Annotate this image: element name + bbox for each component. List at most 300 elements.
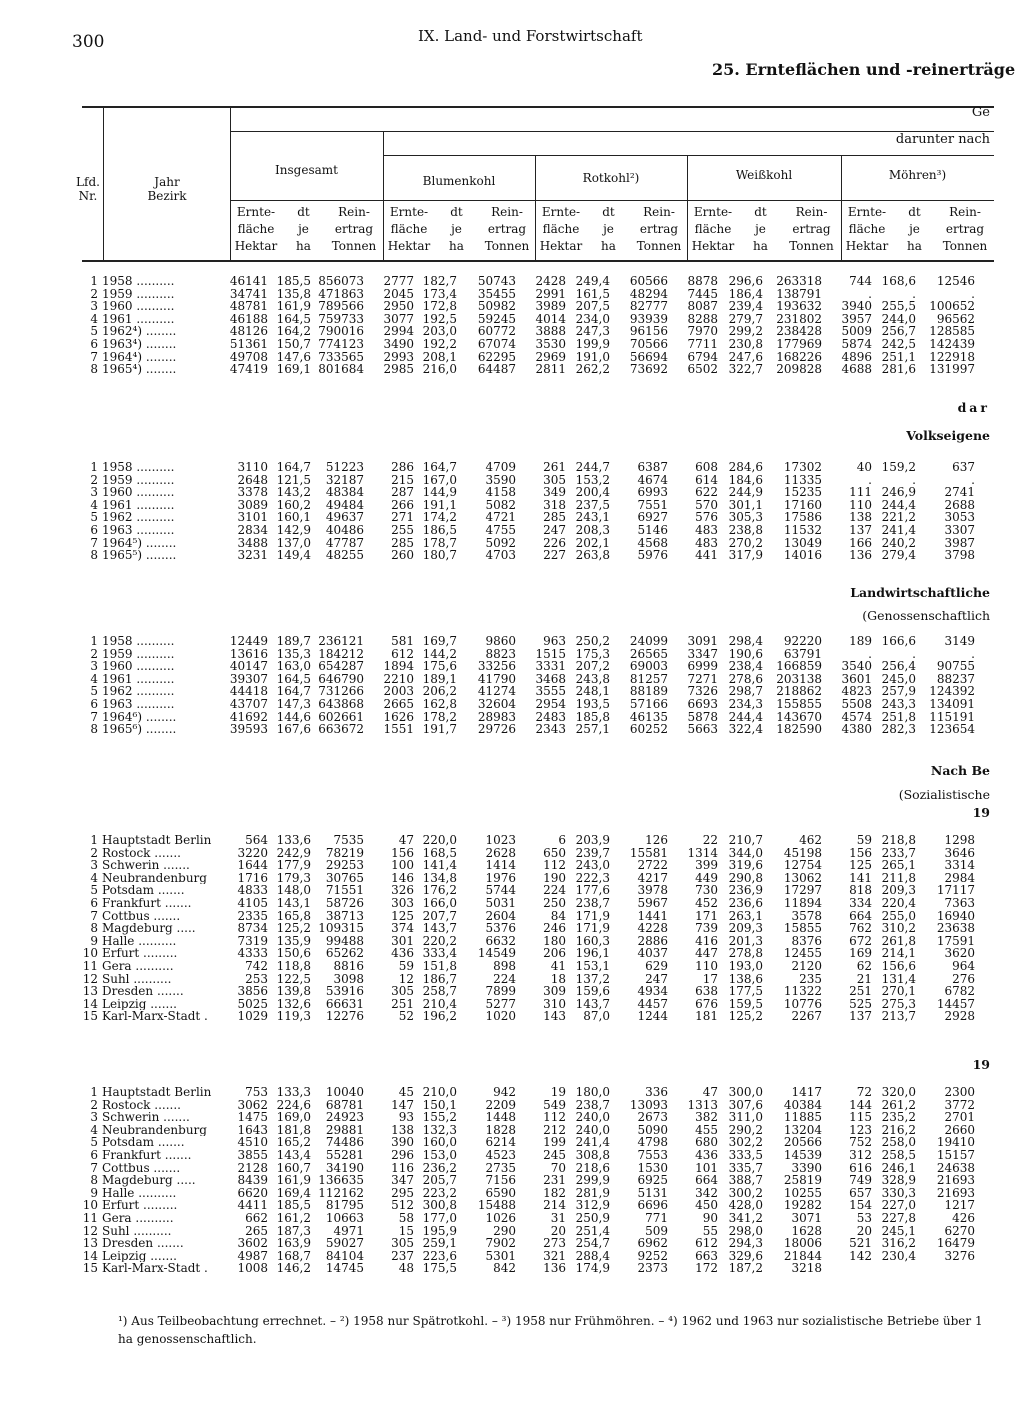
table-cell: 255,5 (881, 300, 916, 313)
table-cell: 7970 (687, 325, 718, 338)
table-cell: 637 (952, 461, 975, 474)
table-cell: 40147 (229, 660, 268, 673)
table-cell: 133,6 (276, 834, 311, 847)
row-number: 5 (90, 511, 98, 524)
table-cell: 126 (645, 834, 668, 847)
table-cell: 200,4 (575, 486, 610, 499)
table-title: 25. Ernteflächen und -reinerträge (712, 60, 1016, 79)
table-cell: 3077 (383, 312, 414, 326)
table-cell: 58 (398, 1211, 414, 1225)
table-cell: 663672 (318, 723, 364, 736)
table-cell: 220,4 (881, 896, 916, 910)
table-cell: 258,5 (881, 1148, 916, 1162)
table-cell: 2777 (383, 275, 414, 288)
table-cell: 390 (391, 1136, 414, 1149)
table-cell: 160,2 (276, 498, 311, 512)
table-cell: 238,4 (728, 660, 763, 673)
subheader-dt-4: dt je ha (907, 205, 922, 253)
table-cell: 51361 (229, 337, 268, 351)
table-cell (875, 1262, 919, 1275)
table-cell: 244,7 (575, 461, 610, 474)
table-cell: 6620 (237, 1186, 268, 1200)
table-cell: 185,8 (575, 710, 610, 724)
table-cell: 8439 (237, 1174, 268, 1187)
row-number: 9 (90, 934, 98, 948)
table-row (72, 1149, 978, 1162)
table-cell (919, 1262, 978, 1275)
table-cell: 6632 (485, 934, 516, 948)
row-label: Gera .......... (102, 1211, 174, 1225)
table-cell: 4014 (535, 312, 566, 326)
table-cell: 564 (245, 834, 268, 847)
table-cell: 154 (849, 1199, 872, 1212)
table-cell: 38713 (325, 909, 364, 923)
table-cell: 119,3 (276, 1010, 311, 1023)
table-cell: 11322 (783, 985, 822, 998)
table-cell: 161,9 (276, 1174, 311, 1187)
table-cell: 255,0 (881, 909, 916, 923)
table-row (72, 1086, 978, 1099)
table-cell: . (868, 473, 872, 487)
table-cell: 132,3 (422, 1123, 457, 1137)
table-cell: 7445 (687, 287, 718, 301)
table-cell: 3307 (944, 523, 975, 537)
table-cell: 161,5 (575, 287, 610, 301)
row-number: 11 (82, 959, 98, 973)
table-cell: 3347 (687, 647, 718, 661)
table-cell: 189,1 (422, 672, 457, 686)
table-cell: 7271 (687, 672, 718, 686)
table-cell: 3331 (535, 660, 566, 673)
table-cell: 175,5 (422, 1262, 457, 1275)
table-cell: 6270 (944, 1224, 975, 1238)
table-cell: 16479 (936, 1237, 975, 1250)
table-cell: 302,2 (728, 1136, 763, 1149)
table-cell: 209,3 (881, 884, 916, 897)
subheader-flaeche-1: Ernte- fläche Hektar (387, 205, 431, 253)
table-cell: 55281 (325, 1148, 364, 1162)
row-label: 1963⁴) ........ (102, 337, 177, 351)
table-cell: 125,2 (728, 1010, 763, 1023)
table-row (72, 935, 978, 948)
table-cell: 1029 (237, 1010, 268, 1023)
subheader-rein-1: Rein- ertrag Tonnen (484, 205, 530, 253)
table-cell: 177,6 (575, 884, 610, 897)
table-cell: 5009 (841, 325, 872, 338)
table-row (72, 461, 978, 474)
table-cell: 207,2 (575, 660, 610, 673)
table-cell: 21693 (936, 1174, 975, 1187)
table-cell: 10663 (325, 1211, 364, 1225)
table-cell: 218,6 (575, 1161, 610, 1175)
table-cell: 236,6 (728, 896, 763, 910)
table-cell: 180,0 (575, 1086, 610, 1099)
table-cell: 11885 (783, 1111, 822, 1124)
table-cell: 59245 (477, 312, 516, 326)
table-cell: 218,8 (881, 834, 916, 847)
row-number: 3 (90, 859, 98, 872)
table-cell: 258,0 (881, 1136, 916, 1149)
table-cell: 150,7 (276, 337, 311, 351)
table-cell: 271 (391, 511, 414, 524)
table-row (72, 549, 978, 562)
table-cell: 1414 (485, 859, 516, 872)
table-cell: 134091 (929, 697, 975, 711)
table-cell: 56694 (629, 350, 668, 364)
row-number: 8 (90, 1174, 98, 1187)
table-cell: 99488 (325, 934, 364, 948)
table-cell: 168226 (776, 350, 822, 364)
row-label: Schwerin ....... (102, 859, 190, 872)
row-number: 4 (90, 871, 98, 885)
row-label: Leipzig ....... (102, 997, 177, 1011)
table-cell: 426 (952, 1211, 975, 1225)
table-cell: 49637 (325, 511, 364, 524)
table-cell: 5025 (237, 997, 268, 1011)
row-number: 6 (90, 697, 98, 711)
table-row (72, 897, 978, 910)
table-cell: 4228 (637, 922, 668, 935)
table-cell: 238,7 (575, 1098, 610, 1112)
table-cell: 18006 (783, 1237, 822, 1250)
table-cell: 436 (391, 947, 414, 960)
table-cell: 676 (695, 997, 718, 1011)
table-cell: 231 (543, 1174, 566, 1187)
table-cell: 25819 (783, 1174, 822, 1187)
table-cell: 24638 (936, 1161, 975, 1175)
table-cell: 17117 (936, 884, 975, 897)
table-cell: 3940 (841, 300, 872, 313)
table-cell: 4510 (237, 1136, 268, 1149)
row-number: 3 (90, 300, 98, 313)
table-cell: 399 (695, 859, 718, 872)
row-label: 1961 .......... (102, 498, 175, 512)
table-cell: 191,1 (422, 498, 457, 512)
table-cell: 629 (645, 959, 668, 973)
table-cell: 112 (543, 859, 566, 872)
table-cell: 136635 (318, 1174, 364, 1187)
row-label: Rostock ....... (102, 846, 181, 860)
table-cell: 335,7 (728, 1161, 763, 1175)
table-cell: 171,9 (575, 909, 610, 923)
table-cell: 208,1 (422, 350, 457, 364)
table-cell: 66631 (325, 997, 364, 1011)
table-cell: 21 (856, 972, 872, 986)
row-number: 4 (90, 498, 98, 512)
table-cell: 3989 (535, 300, 566, 313)
table-cell: 60566 (629, 275, 668, 288)
table-cell: 374 (391, 922, 414, 935)
table-cell: 330,3 (881, 1186, 916, 1200)
table-cell: 155,2 (422, 1111, 457, 1124)
table-cell: 243,3 (881, 697, 916, 711)
table-cell: 657 (849, 1186, 872, 1200)
table-row (72, 685, 978, 698)
table-cell: 10255 (783, 1186, 822, 1200)
table-cell: 67074 (477, 337, 516, 351)
table-cell: 12 (398, 972, 414, 986)
table-row (72, 1099, 978, 1112)
table-cell: 6387 (637, 461, 668, 474)
table-cell: 210,0 (422, 1086, 457, 1099)
table-cell: 34741 (229, 287, 268, 301)
table-cell: 135,8 (276, 287, 311, 301)
row-number: 9 (90, 1186, 98, 1200)
row-number: 10 (82, 947, 98, 960)
table-cell: 10776 (783, 997, 822, 1011)
data-table-volkseigene (72, 461, 978, 562)
table-cell: 290,8 (728, 871, 763, 885)
table-cell: 206 (543, 947, 566, 960)
table-cell: 139,8 (276, 985, 311, 998)
table-cell: 278,6 (728, 672, 763, 686)
table-cell: 238,8 (728, 523, 763, 537)
table-cell: 88189 (629, 685, 668, 698)
table-cell: 654287 (318, 660, 364, 673)
table-cell: 6927 (637, 511, 668, 524)
table-cell: 181,8 (276, 1123, 311, 1137)
row-label: Hauptstadt Berlin (102, 1086, 212, 1099)
table-cell: 224,6 (276, 1098, 311, 1112)
table-cell: 247,3 (575, 325, 610, 338)
table-cell: 156 (849, 846, 872, 860)
table-row (72, 922, 978, 935)
table-cell: 14457 (936, 997, 975, 1011)
table-cell: 5090 (637, 1123, 668, 1137)
table-cell: 749 (849, 1174, 872, 1187)
page-number: 300 (72, 32, 105, 52)
table-cell: 227 (543, 549, 566, 562)
table-cell: 82777 (629, 300, 668, 313)
table-cell: 142439 (929, 337, 975, 351)
table-cell: 255 (391, 523, 414, 537)
table-cell: 298,0 (728, 1224, 763, 1238)
row-label: Potsdam ....... (102, 1136, 185, 1149)
table-cell: 6999 (687, 660, 718, 673)
row-number: 3 (90, 1111, 98, 1124)
table-cell: 3555 (535, 685, 566, 698)
table-cell: 731266 (318, 685, 364, 698)
table-cell: 2128 (237, 1161, 268, 1175)
table-cell: 305 (391, 985, 414, 998)
table-row (72, 698, 978, 711)
table-cell: 762 (849, 922, 872, 935)
table-cell: 4934 (637, 985, 668, 998)
table-cell: 15 (398, 1224, 414, 1238)
table-cell: 262,2 (575, 363, 610, 376)
table-cell: 471863 (318, 287, 364, 301)
table-cell: 109315 (318, 922, 364, 935)
table-cell: 290,2 (728, 1123, 763, 1137)
table-cell: 147,6 (276, 350, 311, 364)
table-cell: 178,7 (422, 536, 457, 550)
table-cell: 69003 (629, 660, 668, 673)
table-cell: 21693 (936, 1186, 975, 1200)
table-cell: 441 (695, 549, 718, 562)
table-cell: . (868, 647, 872, 661)
table-cell: 1448 (485, 1111, 516, 1124)
table-cell: 2209 (485, 1098, 516, 1112)
row-number: 2 (90, 647, 98, 661)
row-label: Halle .......... (102, 1186, 177, 1200)
table-cell: 60772 (477, 325, 516, 338)
row-label: Karl-Marx-Stadt . (102, 1262, 208, 1275)
table-cell: 3098 (333, 972, 364, 986)
table-cell: 166,6 (881, 635, 916, 648)
table-cell: 40486 (325, 523, 364, 537)
table-cell: 279,4 (881, 549, 916, 562)
table-cell: 742 (245, 959, 268, 973)
table-cell: 48781 (229, 300, 268, 313)
table-cell: 155855 (776, 697, 822, 711)
row-label: 1958 .......... (102, 461, 175, 474)
table-cell: 15157 (936, 1148, 975, 1162)
table-cell: 100 (391, 859, 414, 872)
table-cell: 233,7 (881, 846, 916, 860)
table-cell: 160,1 (276, 511, 311, 524)
table-cell: 78219 (325, 846, 364, 860)
table-cell: 20 (550, 1224, 566, 1238)
table-cell: 3590 (485, 473, 516, 487)
table-cell: 235,2 (881, 1111, 916, 1124)
table-cell: 186,5 (422, 523, 457, 537)
table-cell: 238428 (776, 325, 822, 338)
table-cell: 3888 (535, 325, 566, 338)
row-number: 1 (90, 635, 98, 648)
table-cell: 122,5 (276, 972, 311, 986)
table-cell: 305,3 (728, 511, 763, 524)
table-cell: 237,5 (575, 498, 610, 512)
table-cell: 206,2 (422, 685, 457, 698)
table-cell: 3530 (535, 337, 566, 351)
table-cell: 115191 (929, 710, 975, 724)
table-cell: 177,0 (422, 1211, 457, 1225)
table-cell: 149,4 (276, 549, 311, 562)
table-cell: 150,1 (422, 1098, 457, 1112)
table-cell: 90 (702, 1211, 718, 1225)
row-number: 1 (90, 275, 98, 288)
table-cell: 5967 (637, 896, 668, 910)
table-cell: 842 (493, 1262, 516, 1275)
table-cell: 169 (849, 947, 872, 960)
table-cell: 4833 (237, 884, 268, 897)
table-cell: 177969 (776, 337, 822, 351)
header-bottom-rule (82, 260, 994, 262)
row-label: Dresden ....... (102, 1237, 184, 1250)
table-cell: 14745 (325, 1262, 364, 1275)
table-cell: 92220 (783, 635, 822, 648)
table-cell: 239,7 (575, 846, 610, 860)
table-cell: 138 (391, 1123, 414, 1137)
table-cell: 211,8 (881, 871, 916, 885)
table-cell: 1475 (237, 1111, 268, 1124)
table-cell: 185,5 (276, 1199, 311, 1212)
table-cell: 12754 (783, 859, 822, 872)
table-cell: 147 (391, 1098, 414, 1112)
table-cell: 210,7 (728, 834, 763, 847)
table-cell: 224 (543, 884, 566, 897)
table-cell: 5878 (687, 710, 718, 724)
table-cell: 1026 (485, 1211, 516, 1225)
table-cell: 258,7 (422, 985, 457, 998)
table-cell: 68781 (325, 1098, 364, 1112)
table-cell: 3490 (383, 337, 414, 351)
table-cell: 3798 (944, 549, 975, 562)
table-row (72, 985, 978, 998)
header-ge: Ge (971, 105, 990, 120)
table-cell: 248,1 (575, 685, 610, 698)
table-cell: 281,9 (575, 1186, 610, 1200)
table-cell: 63791 (783, 647, 822, 661)
table-cell: 12449 (229, 635, 268, 648)
table-cell: 612 (695, 1237, 718, 1250)
table-cell: 137 (849, 1010, 872, 1023)
table-cell: 2969 (535, 350, 566, 364)
table-cell: 171,9 (575, 922, 610, 935)
table-row (72, 363, 978, 376)
table-cell: 123654 (929, 723, 975, 736)
table-cell: 4411 (237, 1199, 268, 1212)
table-cell: 11894 (783, 896, 822, 910)
row-number: 1 (90, 834, 98, 847)
table-cell: 263,8 (575, 549, 610, 562)
table-cell: 4896 (841, 350, 872, 364)
table-cell: 2003 (383, 685, 414, 698)
table-cell: 218862 (776, 685, 822, 698)
table-cell: 301,1 (728, 498, 763, 512)
table-cell: 160,7 (276, 1161, 311, 1175)
table-cell: 416 (695, 934, 718, 948)
table-cell: 295 (391, 1186, 414, 1200)
table-cell: 3468 (535, 672, 566, 686)
table-cell: 177,5 (728, 985, 763, 998)
table-cell: 521 (849, 1237, 872, 1250)
row-label: 1965⁶) ........ (102, 723, 177, 736)
table-cell: 2628 (485, 846, 516, 860)
table-cell: 752 (849, 1136, 872, 1149)
table-cell: 203138 (776, 672, 822, 686)
table-cell: 168,7 (276, 1249, 311, 1263)
table-cell: 296 (391, 1148, 414, 1162)
table-cell: 24099 (629, 635, 668, 648)
row-label: Cottbus ....... (102, 1161, 181, 1175)
table-cell: 187,2 (728, 1262, 763, 1275)
table-cell: 4721 (485, 511, 516, 524)
table-cell: 48126 (229, 325, 268, 338)
row-label: 1964⁶) ........ (102, 710, 177, 724)
row-number: 2 (90, 473, 98, 487)
table-cell: 244,4 (728, 710, 763, 724)
table-cell: 963 (543, 635, 566, 648)
table-cell: 257,9 (881, 685, 916, 698)
table-cell: 132,6 (276, 997, 311, 1011)
table-cell: 6925 (637, 1174, 668, 1187)
table-cell: 166 (849, 536, 872, 550)
table-cell: 382 (695, 1111, 718, 1124)
table-cell: 245,1 (881, 1224, 916, 1238)
table-cell: 570 (695, 498, 718, 512)
table-cell: 4688 (841, 363, 872, 376)
table-cell: 110 (695, 959, 718, 973)
table-cell: 168,6 (881, 275, 916, 288)
table-cell: 13093 (629, 1098, 668, 1112)
table-cell: 55 (702, 1224, 718, 1238)
row-number: 5 (90, 325, 98, 338)
table-cell: 312 (849, 1148, 872, 1162)
table-cell: 203,9 (575, 834, 610, 847)
table-cell: 143,7 (575, 997, 610, 1011)
table-cell: 2985 (383, 363, 414, 376)
